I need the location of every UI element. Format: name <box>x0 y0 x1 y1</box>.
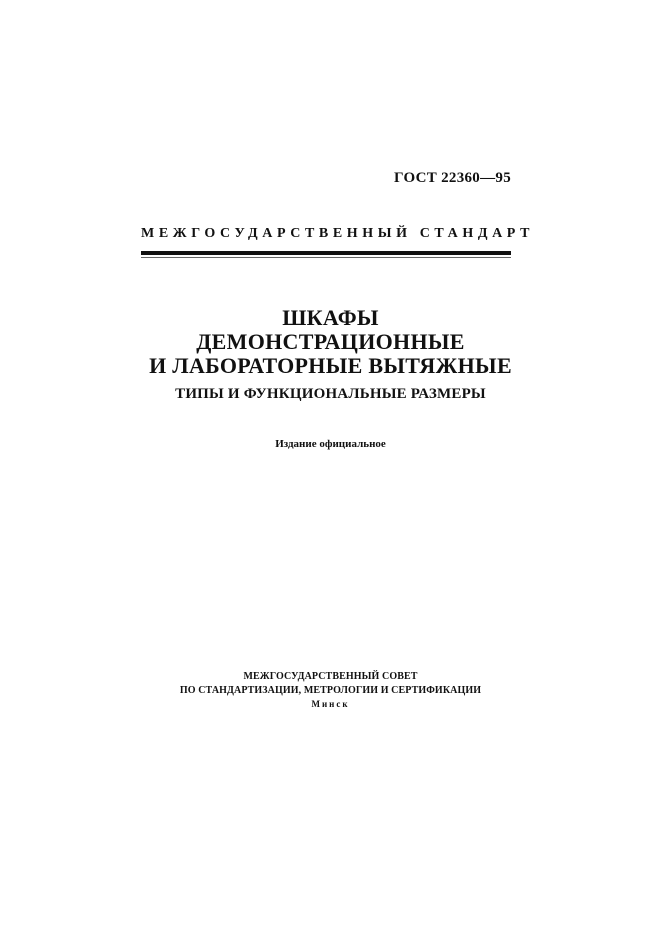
document-title <box>0 306 661 378</box>
edition-note: Издание официальное <box>275 438 386 450</box>
publisher-line: ПО СТАНДАРТИЗАЦИИ, МЕТРОЛОГИИ И СЕРТИФИКАЦИИ <box>179 685 482 696</box>
publisher-block <box>0 670 661 711</box>
publisher-city: Минск <box>311 699 350 709</box>
document-subtitle: ТИПЫ И ФУНКЦИОНАЛЬНЫЕ РАЗМЕРЫ <box>175 386 486 402</box>
standard-kind-heading: МЕЖГОСУДАРСТВЕННЫЙ СТАНДАРТ <box>141 226 535 241</box>
header-rule-thin <box>141 257 511 258</box>
header-rule-thick <box>141 251 511 255</box>
title-line: ДЕМОНСТРАЦИОННЫЕ <box>196 329 465 354</box>
title-line: И ЛАБОРАТОРНЫЕ ВЫТЯЖНЫЕ <box>149 353 512 378</box>
gost-number: ГОСТ 22360—95 <box>393 170 511 186</box>
publisher-line: МЕЖГОСУДАРСТВЕННЫЙ СОВЕТ <box>243 671 418 682</box>
title-line: ШКАФЫ <box>282 305 379 330</box>
